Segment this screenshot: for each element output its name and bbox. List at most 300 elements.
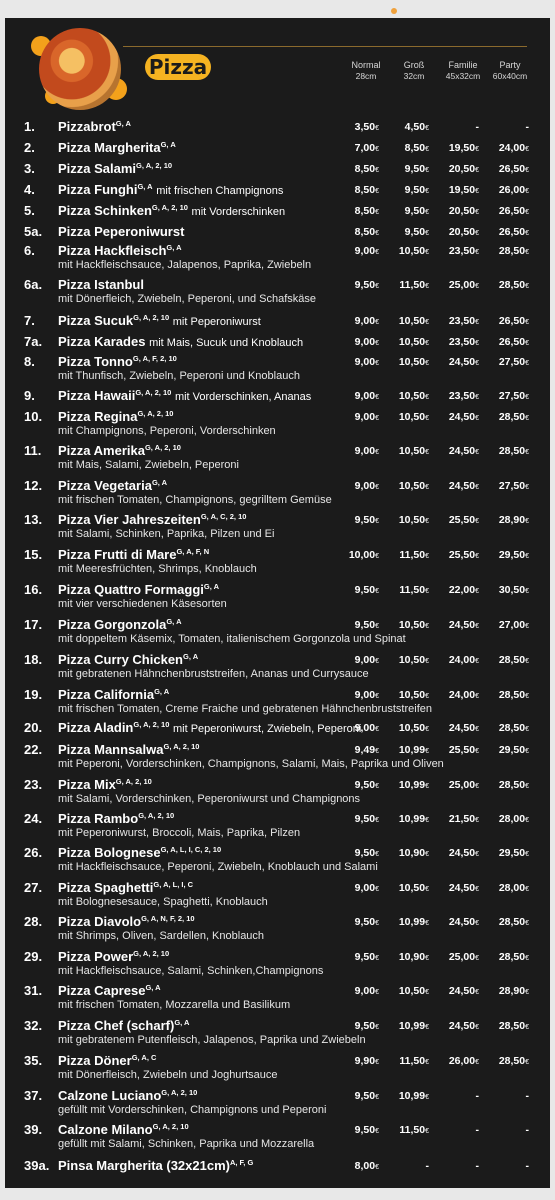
- item-description: mit gebratenem Putenfleisch, Jalapenos, Paprika und Zwiebeln: [58, 1034, 366, 1046]
- price-value: 25,50: [448, 744, 476, 756]
- item-name: Pizza Gorgonzola: [58, 617, 167, 632]
- currency-symbol: €: [375, 726, 379, 733]
- item-name-line: [58, 478, 167, 493]
- currency-symbol: €: [525, 449, 529, 456]
- currency-symbol: €: [375, 588, 379, 595]
- currency-symbol: €: [475, 726, 479, 733]
- currency-symbol: €: [525, 484, 529, 491]
- item-name: Pizza Rambo: [58, 811, 139, 826]
- currency-symbol: €: [525, 989, 529, 996]
- item-name: Pizza Peperoniwurst: [58, 224, 185, 239]
- currency-symbol: €: [425, 851, 429, 858]
- price-party: [471, 619, 529, 631]
- price-party: [471, 315, 529, 327]
- item-number: 35.: [24, 1053, 43, 1068]
- allergen-codes: G, A, 2, 10: [133, 949, 170, 958]
- item-number: 26.: [24, 845, 43, 860]
- allergen-codes: G, A, 2, 10: [115, 777, 152, 786]
- allergen-codes: G, A, 2, 10: [163, 742, 200, 751]
- price-value: 28,50: [498, 1020, 526, 1032]
- item-number: 19.: [24, 687, 43, 702]
- price-party: [471, 445, 529, 457]
- currency-symbol: €: [375, 484, 379, 491]
- price-value: 9,50: [354, 514, 376, 526]
- allergen-codes: G, A, 2, 10: [135, 388, 172, 397]
- currency-symbol: €: [425, 588, 429, 595]
- allergen-codes: G, A, C, 2, 10: [200, 512, 247, 521]
- item-number: 22.: [24, 742, 43, 757]
- item-name: Pizza Hackfleisch: [58, 243, 167, 258]
- item-description: gefüllt mit Salami, Schinken, Paprika und Mozzarella: [58, 1138, 315, 1150]
- price-value: 9,50: [404, 163, 426, 175]
- price-value: 11,50: [399, 549, 426, 561]
- price-value: 11,50: [399, 584, 426, 596]
- item-name-line: [58, 652, 198, 667]
- currency-symbol: €: [475, 783, 479, 790]
- currency-symbol: €: [375, 449, 379, 456]
- allergen-codes: G, A: [151, 478, 168, 487]
- item-number: 10.: [24, 409, 43, 424]
- price-party: [471, 1020, 529, 1032]
- price-value: -: [475, 1090, 479, 1102]
- currency-symbol: €: [475, 319, 479, 326]
- item-name: Calzone Luciano: [58, 1088, 162, 1103]
- item-name: Pizza California: [58, 687, 155, 702]
- col-label: Normal: [351, 60, 381, 70]
- price-value: 9,00: [354, 654, 376, 666]
- item-name: Pizza Margherita: [58, 140, 161, 155]
- currency-symbol: €: [525, 588, 529, 595]
- item-description: mit Hackfleischsauce, Peperoni, Zwiebeln, Knoblauch und Salami: [58, 861, 378, 873]
- item-name-line: [58, 1053, 156, 1068]
- price-party: [471, 411, 529, 423]
- currency-symbol: €: [425, 1024, 429, 1031]
- col-label: Groß: [403, 60, 425, 70]
- price-value: 25,00: [448, 951, 476, 963]
- price-value: 11,50: [399, 1055, 426, 1067]
- item-description: mit Meeresfrüchten, Shrimps, Knoblauch: [58, 563, 257, 575]
- currency-symbol: €: [475, 449, 479, 456]
- currency-symbol: €: [475, 230, 479, 237]
- item-number: 20.: [24, 720, 43, 735]
- item-number: 23.: [24, 777, 43, 792]
- status-dot: [391, 8, 397, 14]
- currency-symbol: €: [525, 394, 529, 401]
- allergen-codes: G, A: [145, 983, 161, 992]
- currency-symbol: €: [475, 283, 479, 290]
- price-party: [471, 184, 529, 196]
- currency-symbol: €: [375, 360, 379, 367]
- price-value: 10,50: [398, 985, 426, 997]
- item-name: Pizza Chef (scharf): [58, 1018, 175, 1033]
- price-value: 25,50: [448, 549, 476, 561]
- currency-symbol: €: [375, 188, 379, 195]
- currency-symbol: €: [475, 817, 479, 824]
- allergen-codes: G, A, L, I, C, 2, 10: [160, 845, 222, 854]
- price-value: 26,50: [498, 336, 526, 348]
- price-value: 24,50: [448, 411, 476, 423]
- price-party: [471, 336, 529, 348]
- currency-symbol: €: [375, 415, 379, 422]
- item-number: 9.: [24, 388, 35, 403]
- price-value: 23,50: [448, 390, 476, 402]
- price-party: [471, 689, 529, 701]
- price-value: 24,00: [498, 142, 526, 154]
- price-value: 28,50: [498, 245, 526, 257]
- currency-symbol: €: [425, 230, 429, 237]
- currency-symbol: €: [475, 989, 479, 996]
- price-value: -: [475, 1124, 479, 1136]
- item-name: Calzone Milano: [58, 1122, 153, 1137]
- price-value: 26,50: [498, 205, 526, 217]
- item-description: gefüllt mit Vorderschinken, Champignons und Peperoni: [58, 1104, 327, 1116]
- price-value: -: [425, 1160, 429, 1172]
- currency-symbol: €: [425, 146, 429, 153]
- price-value: 9,00: [354, 480, 376, 492]
- currency-symbol: €: [425, 748, 429, 755]
- item-name-line: [58, 334, 303, 349]
- price-value: 10,99: [398, 916, 426, 928]
- price-party: [471, 480, 529, 492]
- currency-symbol: €: [425, 989, 429, 996]
- item-name-line: [58, 354, 177, 369]
- item-name-line: [58, 687, 169, 702]
- price-value: -: [525, 1090, 529, 1102]
- currency-symbol: €: [525, 340, 529, 347]
- price-value: 28,50: [498, 916, 526, 928]
- item-description: mit Peperoni, Vorderschinken, Champignons, Salami, Mais, Paprika und Oliven: [58, 758, 444, 770]
- price-value: 27,50: [498, 356, 526, 368]
- currency-symbol: €: [475, 146, 479, 153]
- item-inline-description: mit Vorderschinken, Ananas: [174, 391, 312, 403]
- item-name-line: [58, 224, 184, 239]
- price-party: [471, 142, 529, 154]
- price-value: 28,50: [498, 951, 526, 963]
- allergen-codes: G, A, 2, 10: [161, 1088, 198, 1097]
- price-value: 8,00: [354, 1160, 376, 1172]
- price-value: 9,00: [354, 985, 376, 997]
- currency-symbol: €: [525, 283, 529, 290]
- currency-symbol: €: [425, 886, 429, 893]
- currency-symbol: €: [475, 415, 479, 422]
- price-value: 8,50: [354, 184, 376, 196]
- currency-symbol: €: [425, 188, 429, 195]
- price-party: [471, 163, 529, 175]
- item-name: Pizza Istanbul: [58, 277, 144, 292]
- price-value: 24,50: [448, 619, 476, 631]
- currency-symbol: €: [475, 167, 479, 174]
- currency-symbol: €: [375, 1164, 379, 1171]
- price-value: 28,50: [498, 722, 526, 734]
- price-value: 28,50: [498, 1055, 526, 1067]
- item-name-line: [58, 617, 181, 632]
- item-name: Pizza Döner: [58, 1053, 132, 1068]
- price-value: 30,50: [498, 584, 526, 596]
- item-name-line: [58, 1088, 197, 1103]
- currency-symbol: €: [425, 415, 429, 422]
- item-name-line: [58, 313, 261, 328]
- price-party: [471, 779, 529, 791]
- allergen-codes: G, A: [166, 617, 182, 626]
- header-divider: [123, 46, 527, 47]
- currency-symbol: €: [375, 1128, 379, 1135]
- price-party: [471, 514, 529, 526]
- price-value: 10,50: [398, 336, 426, 348]
- price-value: 27,50: [498, 480, 526, 492]
- price-value: 24,00: [448, 654, 476, 666]
- price-value: 9,00: [354, 245, 376, 257]
- item-name-line: [58, 949, 169, 964]
- price-value: 10,50: [398, 445, 426, 457]
- price-value: 9,50: [354, 1124, 376, 1136]
- item-name: Pizza Schinken: [58, 203, 152, 218]
- item-name: Pinsa Margherita (32x21cm): [58, 1158, 230, 1173]
- item-description: mit frischen Tomaten, Mozzarella und Basilikum: [58, 999, 291, 1011]
- currency-symbol: €: [425, 249, 429, 256]
- price-value: 10,50: [398, 619, 426, 631]
- item-description: mit Bolognesesauce, Spaghetti, Knoblauch: [58, 896, 268, 908]
- price-value: 23,50: [448, 245, 476, 257]
- price-party: [471, 584, 529, 596]
- price-value: 9,00: [354, 356, 376, 368]
- price-value: 9,50: [354, 916, 376, 928]
- col-size: 60x40cm: [492, 71, 528, 81]
- item-description: mit doppeltem Käsemix, Tomaten, italienischem Gorgonzola und Spinat: [58, 633, 406, 645]
- allergen-codes: G, A: [174, 1018, 190, 1027]
- currency-symbol: €: [425, 658, 429, 665]
- currency-symbol: €: [525, 553, 529, 560]
- price-value: 9,00: [354, 411, 376, 423]
- item-number: 15.: [24, 547, 43, 562]
- price-value: 10,50: [398, 722, 426, 734]
- price-value: 10,50: [398, 689, 426, 701]
- item-name: Pizza Regina: [58, 409, 138, 424]
- col-header-party: [482, 60, 538, 82]
- currency-symbol: €: [475, 1059, 479, 1066]
- price-value: 26,50: [498, 226, 526, 238]
- currency-symbol: €: [475, 886, 479, 893]
- menu-header: [5, 18, 550, 118]
- currency-symbol: €: [525, 658, 529, 665]
- item-number: 5.: [24, 203, 35, 218]
- item-description: mit Dönerfleisch, Zwiebeln und Joghurtsauce: [58, 1069, 278, 1081]
- currency-symbol: €: [375, 1094, 379, 1101]
- price-value: 28,90: [498, 514, 526, 526]
- price-value: 9,50: [354, 1020, 376, 1032]
- currency-symbol: €: [475, 518, 479, 525]
- item-inline-description: mit Peperoniwurst, Zwiebeln, Peperoni: [173, 723, 362, 735]
- price-value: -: [525, 1160, 529, 1172]
- price-party: [471, 916, 529, 928]
- price-value: 19,50: [448, 184, 476, 196]
- item-number: 6.: [24, 243, 35, 258]
- item-name: Pizza Funghi: [58, 182, 138, 197]
- currency-symbol: €: [475, 920, 479, 927]
- price-value: 20,50: [448, 205, 476, 217]
- item-description: mit Hackfleischsauce, Jalapenos, Paprika, Zwiebeln: [58, 259, 312, 271]
- price-party: [471, 722, 529, 734]
- item-description: mit frischen Tomaten, Champignons, gegrilltem Gemüse: [58, 494, 332, 506]
- item-name-line: [58, 914, 195, 929]
- item-name: Pizza Diavolo: [58, 914, 142, 929]
- price-value: 24,50: [448, 722, 476, 734]
- item-name-line: [58, 1158, 253, 1173]
- item-number: 2.: [24, 140, 35, 155]
- item-name-line: [58, 1122, 189, 1137]
- currency-symbol: €: [525, 167, 529, 174]
- price-value: 28,00: [498, 813, 526, 825]
- item-name-line: [58, 547, 209, 562]
- item-name-line: [58, 243, 182, 258]
- currency-symbol: €: [525, 209, 529, 216]
- price-value: 24,50: [448, 1020, 476, 1032]
- currency-symbol: €: [525, 415, 529, 422]
- currency-symbol: €: [375, 146, 379, 153]
- currency-symbol: €: [425, 449, 429, 456]
- item-number: 29.: [24, 949, 43, 964]
- price-value: 24,50: [448, 882, 476, 894]
- item-number: 5a.: [24, 224, 43, 239]
- currency-symbol: €: [525, 886, 529, 893]
- currency-symbol: €: [525, 851, 529, 858]
- currency-symbol: €: [375, 230, 379, 237]
- item-name: Pizza Hawaii: [58, 388, 136, 403]
- price-value: 9,50: [404, 226, 426, 238]
- currency-symbol: €: [425, 518, 429, 525]
- price-value: 24,50: [448, 480, 476, 492]
- price-value: 9,50: [354, 279, 376, 291]
- item-name: Pizza Amerika: [58, 443, 145, 458]
- col-label: Familie: [448, 60, 478, 70]
- price-value: 9,00: [354, 882, 376, 894]
- item-name-line: [58, 409, 173, 424]
- allergen-codes: G, A, F, N: [176, 547, 210, 556]
- allergen-codes: G, A, L, I, C: [153, 880, 194, 889]
- price-value: 8,50: [354, 163, 376, 175]
- price-value: 10,50: [398, 356, 426, 368]
- currency-symbol: €: [475, 1024, 479, 1031]
- price-party: [471, 226, 529, 238]
- allergen-codes: G, A, 2, 10: [152, 1122, 189, 1131]
- currency-symbol: €: [475, 553, 479, 560]
- item-name-line: [58, 140, 176, 155]
- currency-symbol: €: [425, 1128, 429, 1135]
- currency-symbol: €: [475, 394, 479, 401]
- currency-symbol: €: [375, 783, 379, 790]
- item-name: Pizza Karades: [58, 334, 146, 349]
- price-value: 4,50: [404, 121, 426, 133]
- currency-symbol: €: [425, 319, 429, 326]
- currency-symbol: €: [425, 360, 429, 367]
- item-number: 1.: [24, 119, 35, 134]
- currency-symbol: €: [475, 851, 479, 858]
- item-name: Pizza Mix: [58, 777, 116, 792]
- allergen-codes: G, A, N, F, 2, 10: [141, 914, 195, 923]
- currency-symbol: €: [525, 623, 529, 630]
- price-value: 9,50: [354, 619, 376, 631]
- price-value: 10,90: [398, 847, 426, 859]
- currency-symbol: €: [425, 1094, 429, 1101]
- price-value: 9,00: [354, 336, 376, 348]
- price-value: 10,90: [398, 951, 426, 963]
- price-value: 28,50: [498, 654, 526, 666]
- currency-symbol: €: [375, 553, 379, 560]
- allergen-codes: G, A, 2, 10: [151, 203, 188, 212]
- item-number: 7.: [24, 313, 35, 328]
- currency-symbol: €: [525, 920, 529, 927]
- currency-symbol: €: [375, 920, 379, 927]
- price-value: 10,99: [398, 779, 426, 791]
- allergen-codes: G, A: [183, 652, 199, 661]
- currency-symbol: €: [475, 658, 479, 665]
- price-value: 24,50: [448, 847, 476, 859]
- item-name-line: [58, 277, 144, 292]
- currency-symbol: €: [425, 167, 429, 174]
- currency-symbol: €: [525, 1024, 529, 1031]
- item-name: Pizza Frutti di Mare: [58, 547, 177, 562]
- col-header-gross: [389, 60, 439, 82]
- item-number: 16.: [24, 582, 43, 597]
- item-number: 17.: [24, 617, 43, 632]
- price-value: 26,50: [498, 163, 526, 175]
- currency-symbol: €: [375, 748, 379, 755]
- price-party: [471, 205, 529, 217]
- currency-symbol: €: [425, 920, 429, 927]
- currency-symbol: €: [425, 955, 429, 962]
- allergen-codes: G, A, 2, 10: [133, 313, 170, 322]
- currency-symbol: €: [475, 748, 479, 755]
- currency-symbol: €: [425, 726, 429, 733]
- price-value: 29,50: [498, 549, 526, 561]
- currency-symbol: €: [425, 209, 429, 216]
- price-party: [471, 813, 529, 825]
- currency-symbol: €: [375, 817, 379, 824]
- item-inline-description: mit Mais, Sucuk und Knoblauch: [149, 337, 304, 349]
- item-name-line: [58, 845, 221, 860]
- currency-symbol: €: [375, 658, 379, 665]
- item-description: mit Hackfleischsauce, Salami, Schinken,Champignons: [58, 965, 324, 977]
- price-value: 25,50: [448, 514, 476, 526]
- col-size: 32cm: [403, 71, 425, 81]
- item-description: mit Peperoniwurst, Broccoli, Mais, Paprika, Pilzen: [58, 827, 301, 839]
- allergen-codes: G, A, 2, 10: [144, 443, 181, 452]
- allergen-codes: G, A: [166, 243, 182, 252]
- item-name: Pizza Curry Chicken: [58, 652, 183, 667]
- item-number: 37.: [24, 1088, 43, 1103]
- currency-symbol: €: [525, 817, 529, 824]
- item-number: 12.: [24, 478, 43, 493]
- allergen-codes: G, A: [154, 687, 170, 696]
- currency-symbol: €: [475, 360, 479, 367]
- item-description: mit Mais, Salami, Zwiebeln, Peperoni: [58, 459, 239, 471]
- currency-symbol: €: [425, 693, 429, 700]
- currency-symbol: €: [475, 588, 479, 595]
- item-inline-description: mit Peperoniwurst: [172, 316, 261, 328]
- item-description: mit frischen Tomaten, Creme Fraiche und gebratenen Hähnchenbruststreifen: [58, 703, 432, 715]
- price-value: -: [475, 1160, 479, 1172]
- price-value: 8,50: [404, 142, 426, 154]
- allergen-codes: G, A, 2, 10: [138, 811, 175, 820]
- item-description: mit Thunfisch, Zwiebeln, Peperoni und Knoblauch: [58, 370, 300, 382]
- currency-symbol: €: [375, 989, 379, 996]
- price-value: 26,50: [498, 315, 526, 327]
- currency-symbol: €: [525, 230, 529, 237]
- item-name: Pizza Mannsalwa: [58, 742, 164, 757]
- price-value: 3,50: [354, 121, 376, 133]
- price-party: [471, 279, 529, 291]
- price-value: 29,50: [498, 744, 526, 756]
- price-value: 10,50: [398, 514, 426, 526]
